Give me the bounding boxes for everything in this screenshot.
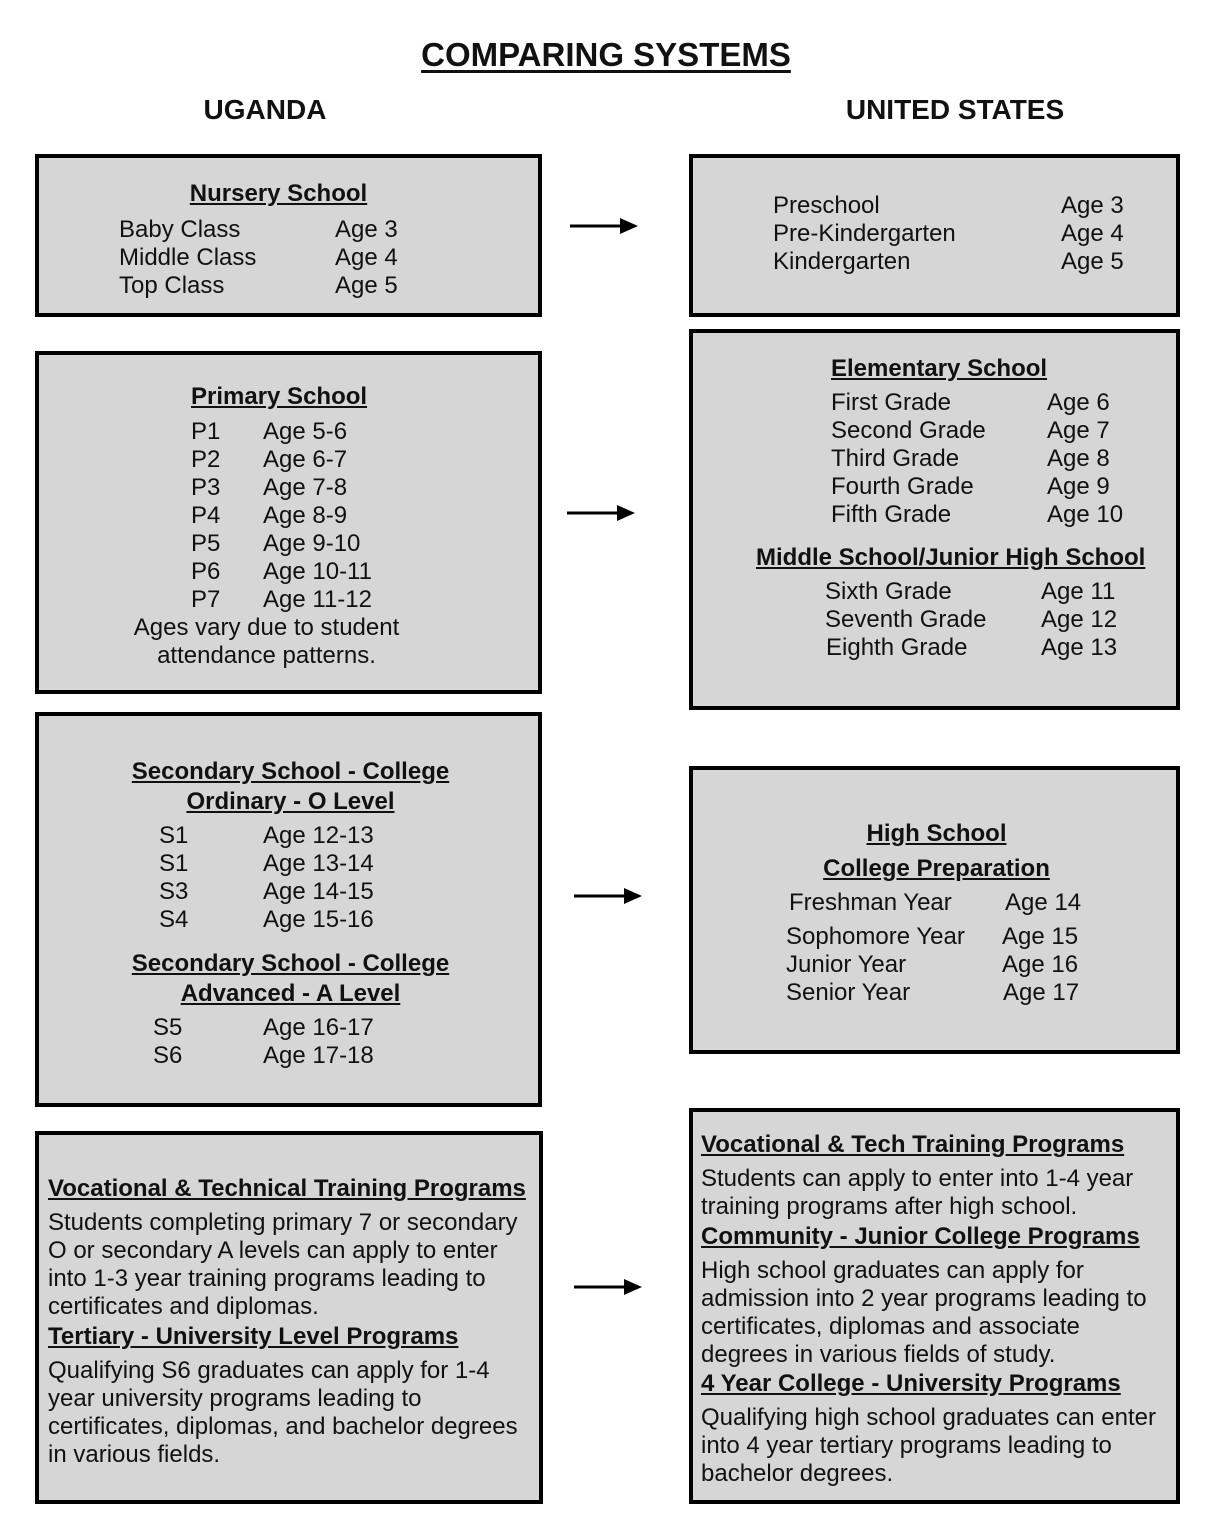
a-level-row-label: S6 (153, 1042, 183, 1069)
elementary-row-label: Fifth Grade (831, 501, 952, 528)
us-university-text: Qualifying high school graduates can enter into 4 year tertiary programs leading to bachelor degrees. (701, 1404, 1156, 1487)
us-high-school-box (689, 766, 1180, 1054)
nursery-row-label: Middle Class (119, 244, 257, 271)
elementary-row-label: Fourth Grade (831, 473, 974, 500)
o-level-row-label: S3 (159, 878, 189, 905)
us-university-heading: 4 Year College - University Programs (701, 1370, 1121, 1397)
primary-row-label: P2 (191, 446, 221, 473)
elementary-row-age: Age 7 (1047, 417, 1110, 444)
ug-tertiary-heading: Tertiary - University Level Programs (48, 1323, 459, 1350)
high-row-label: Junior Year (786, 951, 907, 978)
o-level-subheading: Ordinary - O Level (186, 788, 395, 815)
nursery-row-age: Age 5 (335, 272, 398, 299)
primary-row-label: P6 (191, 558, 221, 585)
ug-vocational-heading: Vocational & Technical Training Programs (48, 1175, 526, 1202)
right-arrow-icon (574, 886, 644, 906)
uganda-secondary-box (35, 712, 542, 1107)
uganda-post-secondary-box (35, 1131, 543, 1504)
nursery-row-label: Top Class (119, 272, 225, 299)
primary-note: Ages vary due to student (133, 614, 400, 641)
nursery-row-age: Age 4 (335, 244, 398, 271)
preschool-row-label: Preschool (773, 192, 880, 219)
primary-row-age: Age 8-9 (263, 502, 348, 529)
primary-row-label: P5 (191, 530, 221, 557)
a-level-row-label: S5 (153, 1014, 183, 1041)
high-row-age: Age 15 (1002, 923, 1079, 950)
o-level-row-label: S1 (159, 822, 189, 849)
high-row-label: Freshman Year (789, 889, 952, 916)
o-level-row-age: Age 13-14 (263, 850, 374, 877)
elementary-row-age: Age 8 (1047, 445, 1110, 472)
high-row-age: Age 17 (1003, 979, 1080, 1006)
primary-row-age: Age 9-10 (263, 530, 361, 557)
elementary-row-label: Third Grade (831, 445, 960, 472)
primary-row-label: P1 (191, 418, 221, 445)
o-level-row-label: S1 (159, 850, 189, 877)
a-level-heading: Secondary School - College (131, 950, 450, 977)
nursery-row-label: Baby Class (119, 216, 241, 243)
preschool-row-age: Age 4 (1061, 220, 1124, 247)
us-vocational-text: Students can apply to enter into 1-4 year training programs after high school. (701, 1165, 1134, 1220)
us-elementary-box (689, 329, 1180, 710)
elementary-row-label: Second Grade (831, 417, 986, 444)
high-row-label: Sophomore Year (786, 923, 965, 950)
a-level-subheading: Advanced - A Level (180, 980, 401, 1007)
right-arrow-icon (574, 1277, 644, 1297)
elementary-heading: Elementary School (831, 355, 1048, 382)
us-community-heading: Community - Junior College Programs (701, 1223, 1140, 1250)
ug-tertiary-text: Qualifying S6 graduates can apply for 1-4 year university programs leading to certificates, diplomas, and bachelor degrees in various fields. (48, 1357, 518, 1468)
o-level-row-age: Age 12-13 (263, 822, 374, 849)
uganda-primary-box (35, 351, 542, 694)
middle-row-age: Age 13 (1041, 634, 1118, 661)
a-level-row-age: Age 17-18 (263, 1042, 374, 1069)
primary-row-age: Age 6-7 (263, 446, 348, 473)
primary-row-age: Age 11-12 (263, 586, 372, 613)
right-arrow-icon (570, 216, 640, 236)
right-arrow-icon (567, 503, 637, 523)
uganda-nursery-box (35, 154, 542, 317)
primary-heading: Primary School (191, 383, 368, 410)
middle-row-label: Eighth Grade (826, 634, 968, 661)
elementary-row-label: First Grade (831, 389, 952, 416)
preschool-row-label: Pre-Kindergarten (773, 220, 956, 247)
preschool-row-label: Kindergarten (773, 248, 911, 275)
ug-vocational-text: Students completing primary 7 or secondary O or secondary A levels can apply to enter into 1-3 year training programs leading to certificates and diplomas. (48, 1209, 518, 1320)
preschool-row-age: Age 3 (1061, 192, 1124, 219)
primary-row-age: Age 7-8 (263, 474, 348, 501)
elementary-row-age: Age 6 (1047, 389, 1110, 416)
middle-row-age: Age 11 (1041, 578, 1116, 605)
preschool-row-age: Age 5 (1061, 248, 1124, 275)
us-column-heading: UNITED STATES (845, 94, 1065, 125)
primary-row-label: P3 (191, 474, 221, 501)
o-level-heading: Secondary School - College (131, 758, 450, 785)
primary-note: attendance patterns. (157, 642, 376, 669)
elementary-row-age: Age 10 (1047, 501, 1124, 528)
primary-row-label: P4 (191, 502, 221, 529)
middle-row-label: Seventh Grade (825, 606, 987, 633)
high-school-heading: High School (866, 820, 1007, 847)
primary-row-age: Age 10-11 (263, 558, 372, 585)
high-row-label: Senior Year (786, 979, 911, 1006)
high-row-age: Age 14 (1005, 889, 1082, 916)
middle-school-heading: Middle School/Junior High School (756, 544, 1146, 571)
o-level-row-age: Age 14-15 (263, 878, 374, 905)
us-preschool-box (689, 154, 1180, 317)
primary-row-label: P7 (191, 586, 221, 613)
us-community-text: High school graduates can apply for admission into 2 year programs leading to certificates, diplomas and associate degrees in various fields of study. (701, 1257, 1147, 1368)
us-post-secondary-box (689, 1108, 1180, 1504)
uganda-column-heading: UGANDA (203, 94, 327, 125)
high-school-subheading: College Preparation (823, 855, 1050, 882)
high-row-age: Age 16 (1002, 951, 1079, 978)
elementary-row-age: Age 9 (1047, 473, 1110, 500)
page-title: COMPARING SYSTEMS (421, 36, 791, 73)
a-level-row-age: Age 16-17 (263, 1014, 374, 1041)
middle-row-label: Sixth Grade (825, 578, 952, 605)
o-level-row-label: S4 (159, 906, 189, 933)
us-vocational-heading: Vocational & Tech Training Programs (701, 1131, 1125, 1158)
middle-row-age: Age 12 (1041, 606, 1118, 633)
o-level-row-age: Age 15-16 (263, 906, 374, 933)
nursery-heading: Nursery School (189, 180, 368, 207)
primary-row-age: Age 5-6 (263, 418, 348, 445)
nursery-row-age: Age 3 (335, 216, 398, 243)
